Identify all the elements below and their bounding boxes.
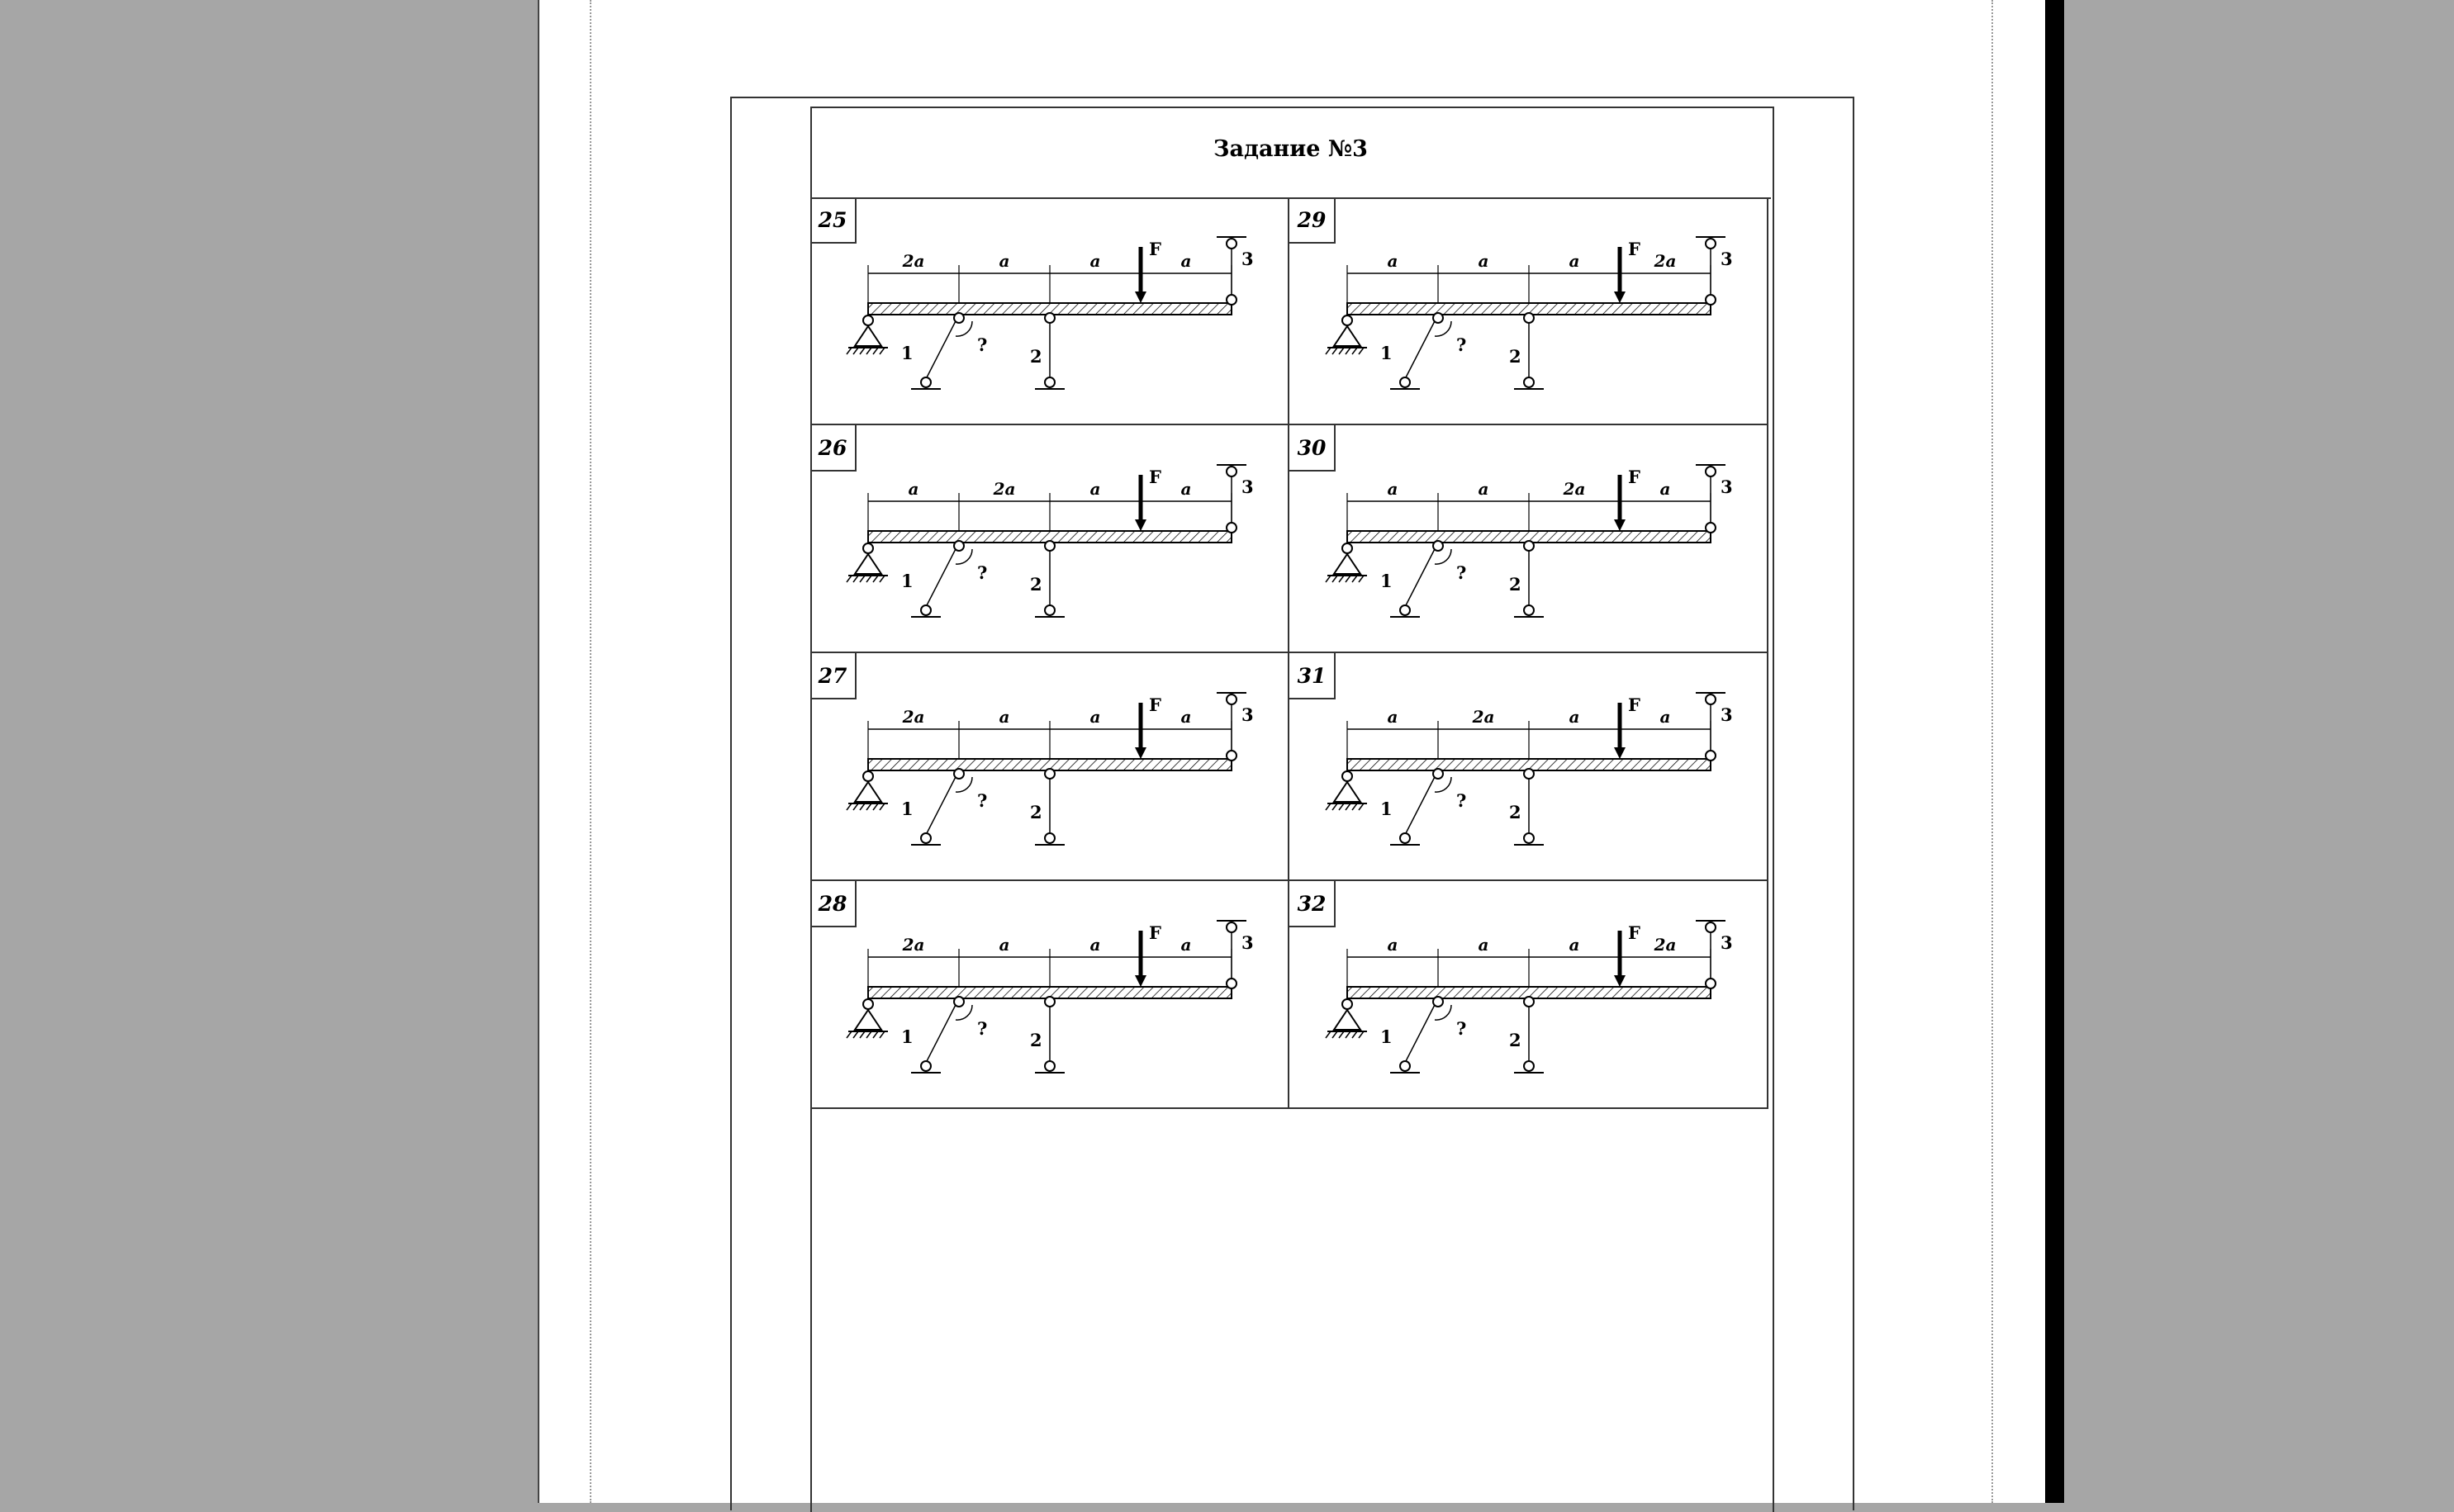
dimension-line: [868, 493, 1232, 531]
dimension-label: a: [1478, 479, 1489, 499]
rod-label: 1: [1380, 799, 1393, 819]
rod-1: [911, 541, 964, 617]
force-label: F: [1628, 922, 1640, 943]
pin-support: [847, 771, 888, 810]
rod-label: 2: [1030, 346, 1042, 367]
title-row: [810, 107, 1771, 199]
dimension-label: a: [1089, 935, 1101, 955]
force-label: F: [1149, 694, 1161, 715]
rod-label: 3: [1241, 704, 1254, 725]
rod-3: [1696, 921, 1725, 988]
unknown-angle-label: ?: [1456, 1018, 1467, 1039]
beam-diagram-30: [1289, 425, 1768, 653]
rod-label: 3: [1241, 932, 1254, 953]
dimension-label: a: [999, 935, 1010, 955]
unknown-angle-label: ?: [1456, 562, 1467, 583]
dimension-label: a: [1089, 251, 1101, 271]
rod-1: [1390, 541, 1443, 617]
force-label: F: [1149, 467, 1161, 487]
dimension-label: a: [1387, 707, 1398, 727]
rod-label: 2: [1509, 802, 1521, 822]
force-label: F: [1628, 239, 1640, 259]
rod-label: 1: [901, 343, 914, 363]
dimension-label: 2a: [902, 935, 925, 955]
rod-label: 3: [1241, 476, 1254, 497]
rod-3: [1696, 465, 1725, 533]
pin-support: [1326, 999, 1367, 1038]
rod-label: 3: [1241, 249, 1254, 269]
dimension-label: a: [1387, 479, 1398, 499]
problem-number: 29: [1289, 197, 1336, 244]
force-arrow: [1135, 703, 1146, 759]
problem-number: 32: [1289, 881, 1336, 927]
problem-cell-27: [810, 653, 1289, 881]
dimension-label: a: [1569, 251, 1580, 271]
dimension-label: a: [1478, 935, 1489, 955]
problem-cell-31: [1289, 653, 1768, 881]
force-arrow: [1614, 931, 1626, 987]
force-arrow: [1614, 247, 1626, 303]
problem-number: 26: [810, 425, 857, 472]
dimension-label: a: [1180, 935, 1192, 955]
assignment-title: Задание №3: [1213, 136, 1368, 162]
beam-diagram-26: [810, 425, 1289, 653]
problem-cell-32: [1289, 881, 1768, 1109]
force-label: F: [1628, 467, 1640, 487]
pin-support: [847, 999, 888, 1038]
force-arrow: [1135, 931, 1146, 987]
problem-cell-28: [810, 881, 1289, 1109]
rod-3: [1217, 237, 1246, 305]
problem-cell-25: [810, 197, 1289, 425]
rod-3: [1217, 693, 1246, 761]
problem-number: 27: [810, 653, 857, 699]
rod-3: [1696, 237, 1725, 305]
problem-cell-26: [810, 425, 1289, 653]
pin-support: [1326, 543, 1367, 582]
dimension-line: [1347, 493, 1711, 531]
rod-label: 3: [1721, 932, 1733, 953]
problem-number: 30: [1289, 425, 1336, 472]
rod-label: 1: [901, 799, 914, 819]
dimension-label: a: [1089, 479, 1101, 499]
rod-3: [1217, 465, 1246, 533]
rod-1: [1390, 769, 1443, 845]
rod-label: 1: [901, 1026, 914, 1047]
dimension-label: a: [1089, 707, 1101, 727]
force-arrow: [1614, 703, 1626, 759]
dimension-label: 2a: [902, 251, 925, 271]
unknown-angle-label: ?: [977, 1018, 988, 1039]
page-margin-right: [1991, 0, 1993, 1503]
beam-diagram-32: [1289, 881, 1768, 1109]
pin-support: [847, 315, 888, 354]
dimension-label: a: [1478, 251, 1489, 271]
rod-label: 2: [1030, 1030, 1042, 1050]
force-label: F: [1149, 239, 1161, 259]
rod-label: 2: [1509, 574, 1521, 595]
problem-cell-30: [1289, 425, 1768, 653]
force-label: F: [1149, 922, 1161, 943]
dimension-label: a: [1659, 707, 1671, 727]
force-label: F: [1628, 694, 1640, 715]
rod-label: 1: [1380, 571, 1393, 591]
rod-label: 3: [1721, 476, 1733, 497]
unknown-angle-label: ?: [977, 334, 988, 355]
beam-diagram-27: [810, 653, 1289, 881]
problem-number: 25: [810, 197, 857, 244]
dimension-label: 2a: [1563, 479, 1586, 499]
dimension-label: a: [1387, 251, 1398, 271]
rod-label: 2: [1509, 1030, 1521, 1050]
rod-1: [911, 997, 964, 1073]
dimension-label: a: [1569, 935, 1580, 955]
viewer-side-bar: [2045, 0, 2064, 1503]
page-margin-left: [590, 0, 591, 1503]
pin-support: [847, 543, 888, 582]
dimension-label: 2a: [1472, 707, 1495, 727]
dimension-label: 2a: [902, 707, 925, 727]
unknown-angle-label: ?: [977, 790, 988, 811]
force-arrow: [1614, 475, 1626, 531]
dimension-label: a: [999, 251, 1010, 271]
rod-1: [911, 769, 964, 845]
rod-1: [1390, 997, 1443, 1073]
rod-label: 2: [1030, 802, 1042, 822]
beam-diagram-31: [1289, 653, 1768, 881]
dimension-label: 2a: [1654, 251, 1677, 271]
force-arrow: [1135, 475, 1146, 531]
problem-number: 31: [1289, 653, 1336, 699]
rod-1: [911, 313, 964, 389]
pin-support: [1326, 771, 1367, 810]
beam-diagram-29: [1289, 197, 1768, 425]
rod-label: 1: [1380, 343, 1393, 363]
rod-label: 2: [1030, 574, 1042, 595]
dimension-label: a: [1180, 479, 1192, 499]
rod-label: 1: [1380, 1026, 1393, 1047]
unknown-angle-label: ?: [977, 562, 988, 583]
rod-label: 2: [1509, 346, 1521, 367]
beam-diagram-28: [810, 881, 1289, 1109]
dimension-label: a: [1180, 251, 1192, 271]
unknown-angle-label: ?: [1456, 790, 1467, 811]
dimension-line: [1347, 721, 1711, 759]
dimension-label: a: [908, 479, 919, 499]
rod-3: [1217, 921, 1246, 988]
beam-diagram-25: [810, 197, 1289, 425]
viewer-background-right: [2064, 0, 2454, 1503]
dimension-label: a: [1659, 479, 1671, 499]
dimension-label: a: [1387, 935, 1398, 955]
force-arrow: [1135, 247, 1146, 303]
problem-cell-29: [1289, 197, 1768, 425]
pin-support: [1326, 315, 1367, 354]
dimension-label: 2a: [1654, 935, 1677, 955]
rod-1: [1390, 313, 1443, 389]
dimension-label: a: [1180, 707, 1192, 727]
dimension-label: a: [999, 707, 1010, 727]
unknown-angle-label: ?: [1456, 334, 1467, 355]
problem-number: 28: [810, 881, 857, 927]
rod-label: 3: [1721, 704, 1733, 725]
rod-label: 1: [901, 571, 914, 591]
dimension-label: a: [1569, 707, 1580, 727]
rod-label: 3: [1721, 249, 1733, 269]
dimension-label: 2a: [993, 479, 1016, 499]
rod-3: [1696, 693, 1725, 761]
